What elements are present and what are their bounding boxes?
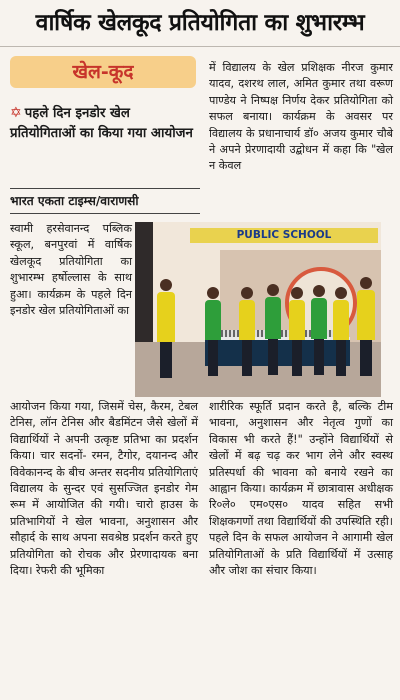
section-tag: खेल-कूद [10, 56, 196, 88]
headline: वार्षिक खेलकूद प्रतियोगिता का शुभारम्भ [35, 9, 365, 36]
photo-banner: PUBLIC SCHOOL [190, 228, 378, 243]
student-figure [239, 300, 255, 340]
star-icon: ✡ [10, 105, 22, 121]
body-left-top: स्वामी हरसेवानन्द पब्लिक स्कूल, बनपुरवां में वार्षिक खेलकूद प्रतियोगिता का शुभारम्भ हर्षोल्लास के साथ हुआ। कार्यक्रम के पहले दिन इनडोर खेल प्रतियोगिताओं का [10, 222, 132, 318]
byline-rule-bottom [10, 213, 200, 214]
byline: भारत एकता टाइम्स/वाराणसी [10, 194, 139, 208]
student-figure [265, 297, 281, 339]
body-left-bottom: आयोजन किया गया, जिसमें चेस, कैरम, टेबल टेनिस, लॉन टेनिस और बैडमिंटन जैसे खेलों में विद्यार्थियों ने अपनी उत्कृष्ट प्रतिभा का प्रदर्शन किया। चार सदनों- रमन, टैगोर, दयानन्द और विवेकानन्द के बीच अन्तर सदनीय प्रतियोगिताएं विद्यालय के सुन्दर एवं सुसज्जित इनडोर गेम रूम में आयोजित की गयी। चारो हाउस के प्रतिभागियों ने खेल भावना, अनुशासन और सौहार्द के साथ अपना सवश्रेष्ठ प्रदर्शन करते हुए प्रतियोगिता को रोचक और प्रेरणादायक बना दिया। रेफरी की भूमिका [10, 400, 198, 578]
student-figure [289, 300, 305, 340]
body-right-top: में विद्यालय के खेल प्रशिक्षक नीरज कुमार यादव, दशरथ लाल, अमित कुमार तथा वरूण पाण्डेय ने निष्पक्ष निर्णय देकर प्रतियोगिता को सफल बनाया। कार्यक्रम के अवसर पर विद्यालय के प्रधानाचार्य डॉ० अजय कुमार चौबे ने अपने प्रेरणादायी उद्बोधन में कहा कि "खेल न केवल [209, 61, 393, 173]
subheadline-text: पहले दिन इनडोर खेल प्रतियोगिताओं का किया गया आयोजन [10, 106, 193, 141]
news-photo [135, 222, 381, 397]
student-figure [333, 300, 349, 340]
student-figure [205, 300, 221, 340]
headline-divider [0, 46, 400, 47]
subheadline [10, 104, 198, 143]
body-right-bottom: शारीरिक स्फूर्ति प्रदान करते है, बल्कि टीम भावना, अनुशासन और नेतृत्व गुणों का विकास भी करते हैं!" उन्होंने विद्यार्थियों से खेलों में बढ़ चढ़ कर भाग लेने और स्वस्थ प्रतिस्पर्धा की भावना को बनाये रखने का आह्वान किया। कार्यक्रम में छात्रावास अधीक्षक रि०ले० एम०एस० यादव सहित सभी शिक्षकगणों तथा विद्यार्थियों की उपस्थिति रही। पहले दिन के सफल आयोजन ने आगामी खेल प्रतियोगिताओं के प्रति विद्यार्थियों में उत्साह और जोश का संचार किया। [209, 400, 393, 578]
student-figure [157, 292, 175, 342]
byline-rule-top [10, 188, 200, 189]
student-figure [311, 298, 327, 339]
student-figure [357, 290, 375, 340]
